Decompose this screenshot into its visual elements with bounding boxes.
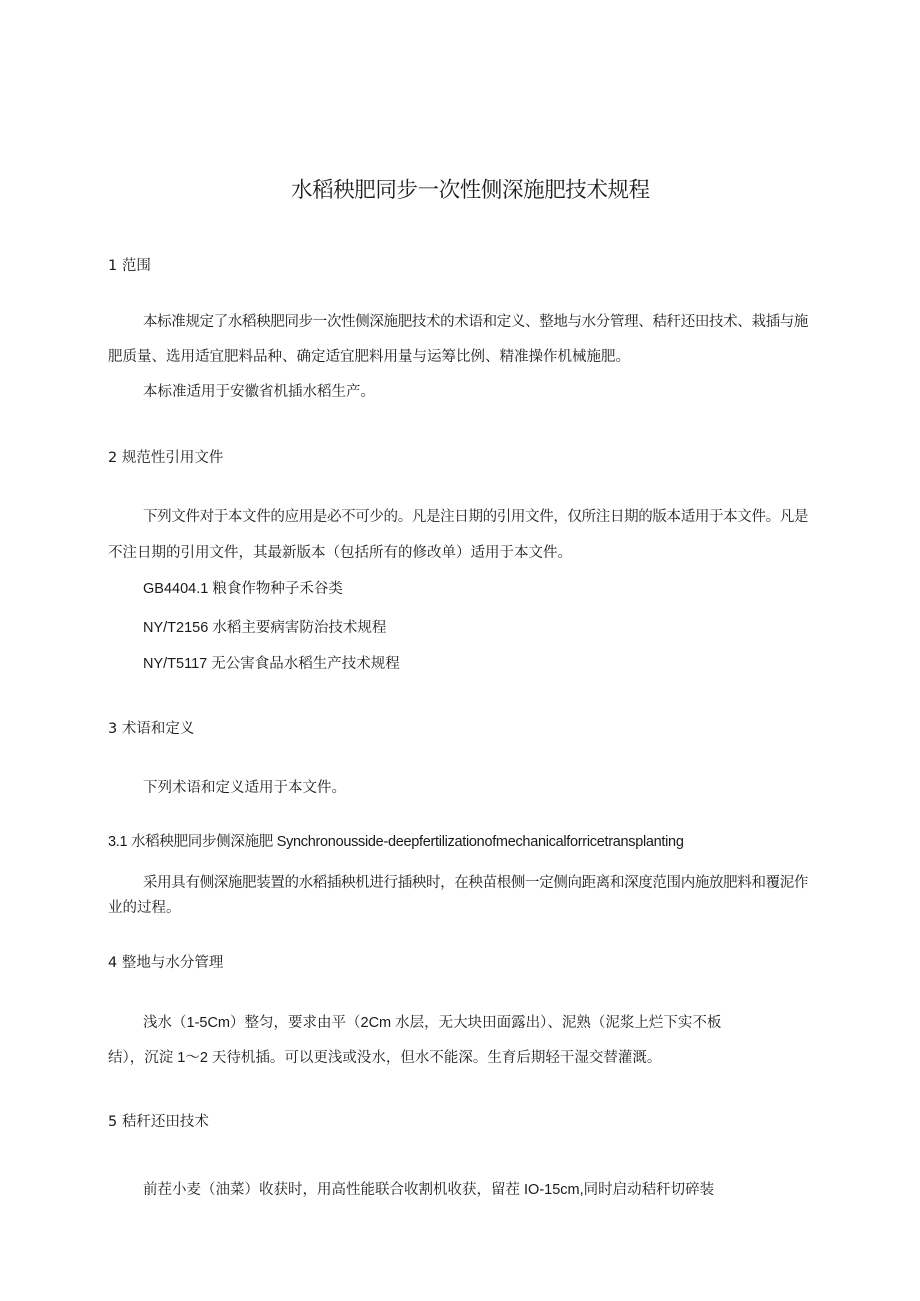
section-1-heading: 1 范围: [108, 258, 151, 274]
section-1-paragraph-1-line-1: 本标准规定了水稻秧肥同步一次性侧深施肥技术的术语和定义、整地与水分管理、秸秆还田技术、栽插与施: [143, 314, 809, 330]
section-2-heading: 2 规范性引用文件: [108, 450, 224, 466]
section-2-paragraph-line-2: 不注日期的引用文件，其最新版本（包括所有的修改单）适用于本文件。: [108, 545, 572, 561]
section-5-heading: 5 秸秆还田技术: [108, 1114, 209, 1130]
section-3-1-paragraph-line-2: 业的过程。: [108, 900, 181, 916]
section-3-heading: 3 术语和定义: [108, 721, 195, 737]
section-1-paragraph-1-line-2: 肥质量、选用适宜肥料品种、确定适宜肥料用量与运筹比例、精准操作机械施肥。: [108, 349, 630, 365]
document-title: 水稻秧肥同步一次性侧深施肥技术规程: [291, 178, 650, 203]
section-4-paragraph-line-1: 浅水（1-5Cm）整匀，要求由平（2Cm 水层，无大块田面露出）、泥熟（泥浆上烂下实不板: [143, 1015, 722, 1031]
section-5-paragraph-line-1: 前茬小麦（油菜）收获时，用高性能联合收割机收获，留茬 IO-15cm,同时启动秸秆切碎装: [143, 1182, 715, 1198]
section-4-paragraph-line-2: 结），沉淀 1～2 天待机插。可以更浅或没水，但水不能深。生育后期轻干湿交替灌溉。: [108, 1050, 662, 1066]
reference-item: NY/T2156 水稻主要病害防治技术规程: [143, 620, 387, 636]
section-2-paragraph-line-1: 下列文件对于本文件的应用是必不可少的。凡是注日期的引用文件，仅所注日期的版本适用于本文件。凡是: [143, 509, 809, 525]
reference-item: NY/T5117 无公害食品水稻生产技术规程: [143, 656, 400, 672]
section-3-1-paragraph-line-1: 采用具有侧深施肥装置的水稻插秧机进行插秧时，在秧苗根侧一定侧向距离和深度范围内施放肥料和覆泥作: [143, 875, 809, 891]
section-4-heading: 4 整地与水分管理: [108, 955, 224, 971]
section-3-1-heading: 3.1 水稻秧肥同步侧深施肥 Synchronousside-deepfertilizationofmechanicalforricetransplanting: [108, 834, 684, 850]
section-3-paragraph: 下列术语和定义适用于本文件。: [143, 780, 346, 796]
section-1-paragraph-2: 本标准适用于安徽省机插水稻生产。: [143, 384, 375, 400]
reference-item: GB4404.1 粮食作物种子禾谷类: [143, 581, 343, 597]
